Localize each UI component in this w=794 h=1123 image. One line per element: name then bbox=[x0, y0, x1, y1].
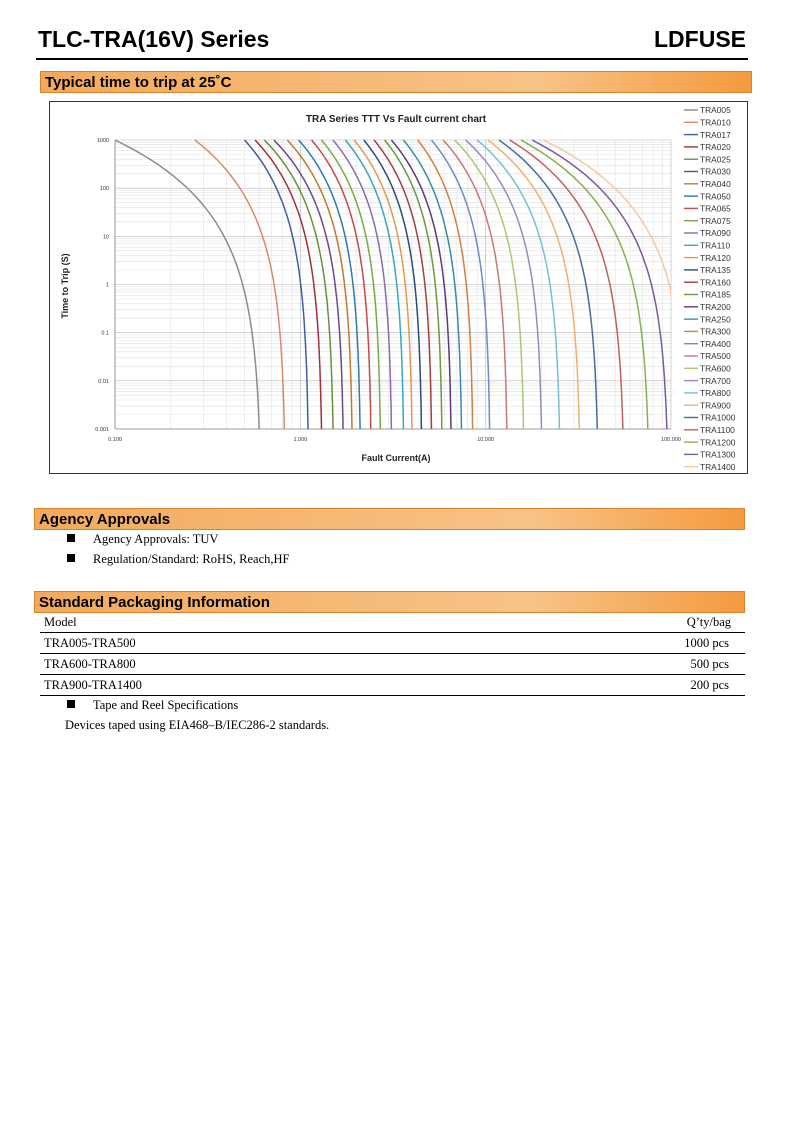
legend-entry: TRA1100 bbox=[700, 425, 735, 435]
legend-entry: TRA040 bbox=[700, 179, 731, 189]
agency-item-text: Regulation/Standard: RoHS, Reach,HF bbox=[93, 552, 290, 566]
legend-entry: TRA500 bbox=[700, 351, 731, 362]
bullet-square-icon bbox=[67, 534, 75, 542]
x-tick-label: 1.000 bbox=[293, 437, 308, 443]
x-tick-label: 10.000 bbox=[477, 437, 495, 443]
legend-entry: TRA025 bbox=[700, 154, 731, 165]
legend-entry: TRA065 bbox=[700, 203, 731, 214]
legend-entry: TRA900 bbox=[700, 400, 731, 411]
legend-entry: TRA160 bbox=[700, 277, 731, 288]
legend-entry: TRA300 bbox=[700, 326, 731, 337]
row-qty: 200 pcs bbox=[690, 678, 729, 692]
legend-entry: TRA135 bbox=[700, 265, 731, 276]
row-model: TRA900-TRA1400 bbox=[44, 678, 142, 692]
legend-entry: TRA050 bbox=[700, 191, 731, 202]
section-header-packaging bbox=[34, 591, 745, 613]
chart-grid bbox=[115, 140, 671, 429]
header-qty: Q’ty/bag bbox=[686, 615, 731, 629]
legend-entry: TRA075 bbox=[700, 215, 731, 226]
agency-item bbox=[67, 532, 218, 547]
x-tick-label: 100.000 bbox=[661, 437, 681, 443]
table-row bbox=[40, 675, 745, 696]
legend-entry: TRA1000 bbox=[700, 412, 736, 423]
y-tick-label: 0.01 bbox=[98, 378, 109, 385]
legend-entry: TRA800 bbox=[700, 388, 731, 399]
agency-item bbox=[67, 552, 290, 567]
legend-entry: TRA010 bbox=[700, 117, 731, 128]
agency-item-text: Agency Approvals: TUV bbox=[93, 532, 219, 546]
legend-entry: TRA090 bbox=[700, 228, 731, 239]
bullet-square-icon bbox=[67, 700, 75, 708]
chart-legend bbox=[684, 105, 736, 472]
legend-entry: TRA005 bbox=[700, 105, 731, 116]
header-rule bbox=[36, 58, 748, 60]
y-tick-label: 1 bbox=[105, 282, 109, 289]
packaging-bullet-text: Tape and Reel Specifications bbox=[93, 698, 239, 712]
legend-entry: TRA1200 bbox=[700, 437, 736, 448]
packaging-table bbox=[40, 612, 745, 696]
brand-name: LDFUSE bbox=[654, 26, 746, 52]
legend-entry: TRA250 bbox=[700, 314, 731, 325]
section-header-agency bbox=[34, 508, 745, 530]
table-row bbox=[40, 633, 745, 654]
legend-entry: TRA400 bbox=[700, 338, 731, 349]
trip-chart bbox=[49, 101, 748, 474]
legend-entry: TRA120 bbox=[700, 252, 731, 263]
chart-y-axis-label: Time to Trip (S) bbox=[60, 253, 70, 319]
row-qty: 1000 pcs bbox=[684, 636, 729, 650]
row-qty: 500 pcs bbox=[690, 657, 729, 671]
legend-entry: TRA200 bbox=[700, 302, 731, 312]
legend-entry: TRA017 bbox=[700, 129, 731, 140]
legend-entry: TRA020 bbox=[700, 142, 731, 153]
header-model: Model bbox=[44, 615, 77, 629]
legend-entry: TRA185 bbox=[700, 289, 731, 300]
packaging-note: Devices taped using EIA468–B/IEC286-2 standards. bbox=[65, 718, 330, 732]
bullet-square-icon bbox=[67, 554, 75, 562]
section-title-agency: Agency Approvals bbox=[39, 511, 171, 528]
row-model: TRA005-TRA500 bbox=[44, 636, 136, 650]
y-tick-label: 10 bbox=[102, 234, 109, 241]
legend-entry: TRA1300 bbox=[700, 449, 736, 460]
chart-title: TRA Series TTT Vs Fault current chart bbox=[305, 114, 487, 125]
section-header-trip bbox=[40, 71, 752, 93]
legend-entry: TRA030 bbox=[700, 166, 731, 177]
x-tick-label: 0.100 bbox=[108, 437, 122, 443]
chart-x-axis-label: Fault Current(A) bbox=[361, 453, 431, 463]
legend-entry: TRA600 bbox=[700, 363, 731, 374]
section-title-packaging: Standard Packaging Information bbox=[39, 594, 270, 611]
packaging-table-header bbox=[40, 612, 745, 633]
page-title: TLC-TRA(16V) Series bbox=[38, 26, 270, 52]
table-row bbox=[40, 654, 745, 675]
row-model: TRA600-TRA800 bbox=[44, 657, 136, 671]
legend-entry: TRA1400 bbox=[700, 461, 736, 472]
y-tick-label: 100 bbox=[99, 186, 109, 193]
legend-entry: TRA110 bbox=[700, 240, 731, 251]
y-tick-label: 0.001 bbox=[95, 427, 109, 433]
y-tick-label: 0.1 bbox=[101, 330, 109, 337]
packaging-bullet bbox=[67, 698, 238, 713]
chart-canvas bbox=[50, 102, 747, 473]
y-tick-label: 1000 bbox=[96, 138, 109, 144]
legend-entry: TRA700 bbox=[700, 375, 731, 386]
section-title-trip: Typical time to trip at 25˚C bbox=[45, 74, 232, 91]
